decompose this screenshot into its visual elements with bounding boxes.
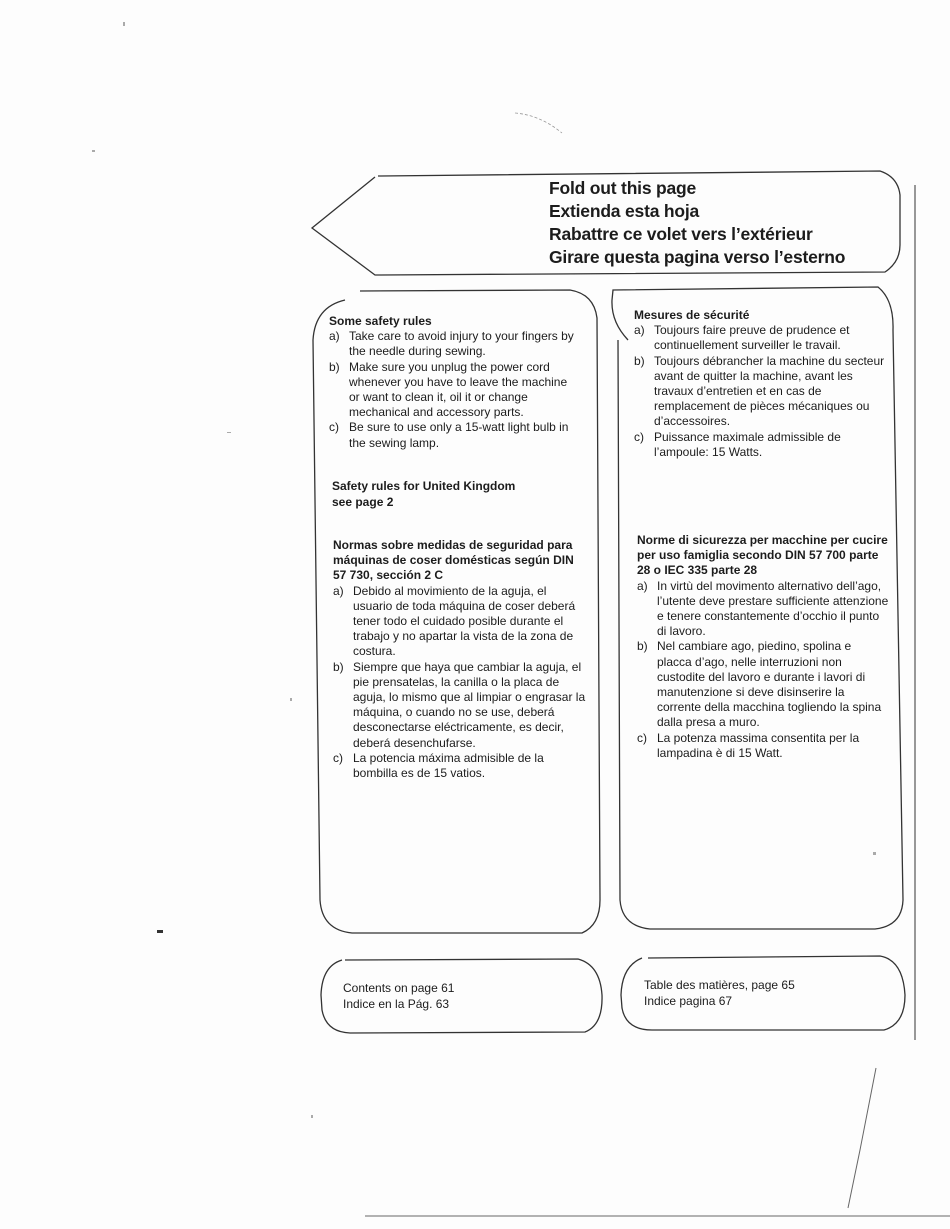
- item-marker: c): [634, 429, 644, 444]
- item-text: Nel cambiare ago, piedino, spolina e placca d’ago, nelle interruzioni non custodite del lavoro e durante i lavori di manutenzione si deve disinserire la corrente della macchina togliendo la spina dalla presa a muro.: [657, 639, 882, 730]
- item-marker: c): [637, 730, 647, 745]
- banner-line-english: Fold out this page: [549, 178, 697, 198]
- scribble-line: [848, 1068, 876, 1208]
- italian-safety-title: Norme di sicurezza per macchine per cucire per uso famiglia secondo DIN 57 700 parte 28 o IEC 335 parte 28: [637, 533, 888, 578]
- italian-item-a: [637, 579, 889, 640]
- uk-safety-note: [332, 478, 582, 510]
- item-marker: b): [329, 359, 340, 374]
- fold-out-banner: [549, 177, 845, 269]
- banner-line-spanish: Extienda esta hoja: [549, 201, 700, 221]
- scan-speck: [873, 852, 876, 855]
- english-item-a: [329, 329, 581, 359]
- item-text: La potencia máxima admisible de la bombilla es de 15 vatios.: [353, 750, 544, 781]
- scan-speck: [157, 930, 163, 933]
- item-marker: b): [634, 353, 645, 368]
- item-text: Be sure to use only a 15-watt light bulb in the sewing lamp.: [349, 420, 569, 450]
- item-text: Debido al movimiento de la aguja, el usuario de toda máquina de coser deberá tener todo el cuidado posible durante el trabajo y no apartar la vista de la zona de costura.: [353, 583, 576, 659]
- english-item-c: [329, 420, 581, 450]
- uk-note-line1: Safety rules for United Kingdom: [332, 479, 516, 493]
- item-marker: b): [637, 639, 648, 654]
- index-left: [343, 981, 583, 1012]
- french-item-b: [634, 354, 888, 430]
- item-text: La potenza massima consentita per la lampadina è di 15 Watt.: [657, 730, 860, 760]
- banner-line-french: Rabattre ce volet vers l’extérieur: [549, 224, 813, 244]
- item-marker: a): [329, 329, 340, 344]
- scan-speck: [92, 150, 95, 152]
- french-item-c: [634, 430, 888, 460]
- contents-reference-english: Contents on page 61: [343, 981, 455, 995]
- italian-item-b: [637, 639, 889, 730]
- scan-speck: [123, 22, 125, 26]
- item-text: Toujours faire preuve de prudence et continuellement surveiller le travail.: [654, 323, 850, 353]
- english-item-b: [329, 360, 581, 421]
- spanish-item-a: [333, 584, 588, 660]
- spanish-item-c: [333, 751, 588, 781]
- scan-speck: [227, 432, 231, 433]
- item-text: Take care to avoid injury to your fingers by the needle during sewing.: [349, 329, 574, 359]
- item-marker: a): [333, 583, 344, 598]
- italian-item-c: [637, 731, 889, 761]
- contents-reference-italian: Indice pagina 67: [644, 993, 733, 1008]
- italian-safety-section: [637, 533, 889, 761]
- item-text: Make sure you unplug the power cord whenever you have to leave the machine or want to clean it, oil it or change mechanical and accessory parts.: [349, 359, 568, 420]
- contents-reference-spanish: Indice en la Pág. 63: [343, 996, 450, 1011]
- spanish-safety-section: [333, 538, 588, 781]
- french-safety-title: Mesures de sécurité: [634, 308, 750, 322]
- item-text: Puissance maximale admissible de l’ampoule: 15 Watts.: [654, 429, 841, 459]
- contents-reference-french: Table des matières, page 65: [644, 978, 795, 992]
- spanish-safety-title: Normas sobre medidas de seguridad para máquinas de coser domésticas según DIN 57 730, sección 2 C: [333, 538, 574, 583]
- item-text: Toujours débrancher la machine du secteur avant de quitter la machine, avant les travaux d’entretien et en cas de remplacement de pièces mécaniques ou d’accessoires.: [654, 353, 885, 429]
- top-mark-line: [515, 113, 562, 133]
- index-right: [644, 978, 884, 1009]
- scan-speck: [311, 1115, 313, 1118]
- spanish-item-b: [333, 660, 588, 751]
- french-item-a: [634, 323, 888, 353]
- uk-note-line2: see page 2: [332, 495, 394, 509]
- item-marker: b): [333, 659, 344, 674]
- scan-speck: [290, 698, 292, 701]
- banner-line-italian: Girare questa pagina verso l’esterno: [549, 247, 846, 267]
- item-marker: c): [329, 420, 339, 435]
- item-marker: c): [333, 750, 343, 765]
- item-text: In virtù del movimento alternativo dell’ago, l’utente deve prestare sufficiente attenzione e tenere constantemente d’occhio il punto di lavoro.: [657, 578, 889, 639]
- english-safety-section: [329, 314, 581, 451]
- item-marker: a): [634, 323, 645, 338]
- french-safety-section: [634, 308, 888, 460]
- item-text: Siempre que haya que cambiar la aguja, el pie prensatelas, la canilla o la placa de aguja, lo mismo que al limpiar o engrasar la máquina, o cuando no se use, deberá desconectarse eléctricamente, es decir, deberá desenchufarse.: [353, 659, 586, 750]
- english-safety-title: Some safety rules: [329, 314, 432, 328]
- item-marker: a): [637, 578, 648, 593]
